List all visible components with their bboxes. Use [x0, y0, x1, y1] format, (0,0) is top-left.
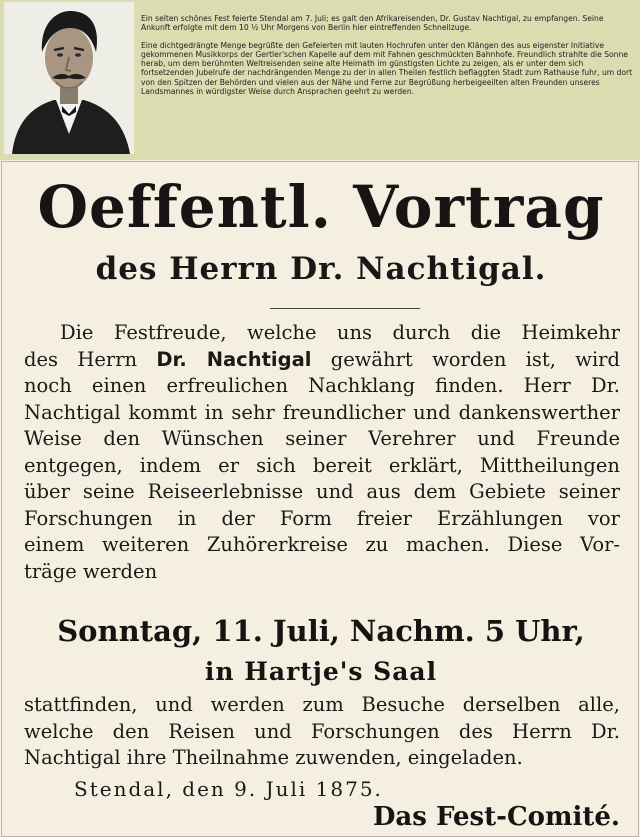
body-line: Weise den Wünschen seiner Verehrer und Freunde [24, 427, 620, 450]
signature: Das Fest-Comité. [372, 802, 620, 832]
event-date: Sonntag, 11. Juli, Nachm. 5 Uhr, [57, 614, 585, 648]
caption-text [141, 14, 633, 104]
body-line: träge werden [24, 559, 158, 583]
body-line: stattfinden, und werden zum Besuche derselben alle, [24, 693, 620, 716]
body-line: einem weiteren Zuhörerkreise zu machen. Diese Vor- [24, 533, 620, 556]
body-line: welche den Reisen und Forschungen des Herrn Dr. [24, 719, 620, 743]
place-and-date: Stendal, den 9. Juli 1875. [74, 777, 383, 801]
caption-band [0, 0, 640, 160]
article-body-continued [24, 692, 620, 772]
divider [270, 308, 420, 309]
body-line: Nachtigal ihre Theilnahme zuwenden, eingeladen. [24, 746, 523, 769]
body-line: noch einen erfreulichen Nachklang finden. Herr Dr. [24, 374, 620, 397]
event-place: in Hartje's Saal [204, 657, 438, 686]
headline: Oeffentl. Vortrag [37, 173, 605, 241]
article-body [24, 320, 620, 585]
caption-paragraph: Ein selten schönes Fest feierte Stendal am 7. Juli; es galt den Afrikareisenden, Dr. Gustav Nachtigal, zu empfangen. Seine Ankunft erfolgte mit dem 10 ½ Uhr Morgens von Berlin hier eintreffenden Schnellzuge. [141, 14, 604, 33]
caption-paragraph: Eine dichtgedrängte Menge begrüßte den Gefeierten mit lauten Hochrufen unter den Klängen des aus eigenster Initiative gekommenen Musikkorps der Gertler'schen Kapelle auf dem mit Fahnen geschmückten Bahnhofe. Freundlich strahlte die Sonne herab, um dem berühmten Weltreisenden seine alte Heimath im günstigsten Lichte zu zeigen, als er unter dem sich fortsetzenden Jubelrufe der nachdrängenden Menge zu der in allen Theilen festlich beflaggten Stadt zum Rathause fuhr, um dort von den Spitzen der Behörden und vielen aus der Nähe und Ferne zur Begrüßung herbeigeeilten alten Freunden unseres Landsmannes in würdigster Weise durch Ansprachen geehrt zu werden. [141, 40, 633, 97]
subheadline: des Herrn Dr. Nachtigal. [95, 251, 547, 287]
body-line: Nachtigal kommt in sehr freundlicher und dankenswerther [24, 400, 620, 424]
portrait-image [4, 2, 134, 154]
body-line: des Herrn Dr. Nachtigal gewährt worden ist, wird [24, 347, 620, 371]
body-line: Forschungen in der Form freier Erzählungen vor [24, 506, 620, 530]
body-line: entgegen, indem er sich bereit erklärt, Mittheilungen [24, 453, 620, 477]
body-line: Die Festfreude, welche uns durch die Heimkehr [60, 321, 620, 344]
name-highlight: Dr. Nachtigal [156, 347, 312, 371]
body-line: über seine Reiseerlebnisse und aus dem Gebiete seiner [24, 480, 620, 503]
newspaper-clipping [1, 161, 639, 837]
